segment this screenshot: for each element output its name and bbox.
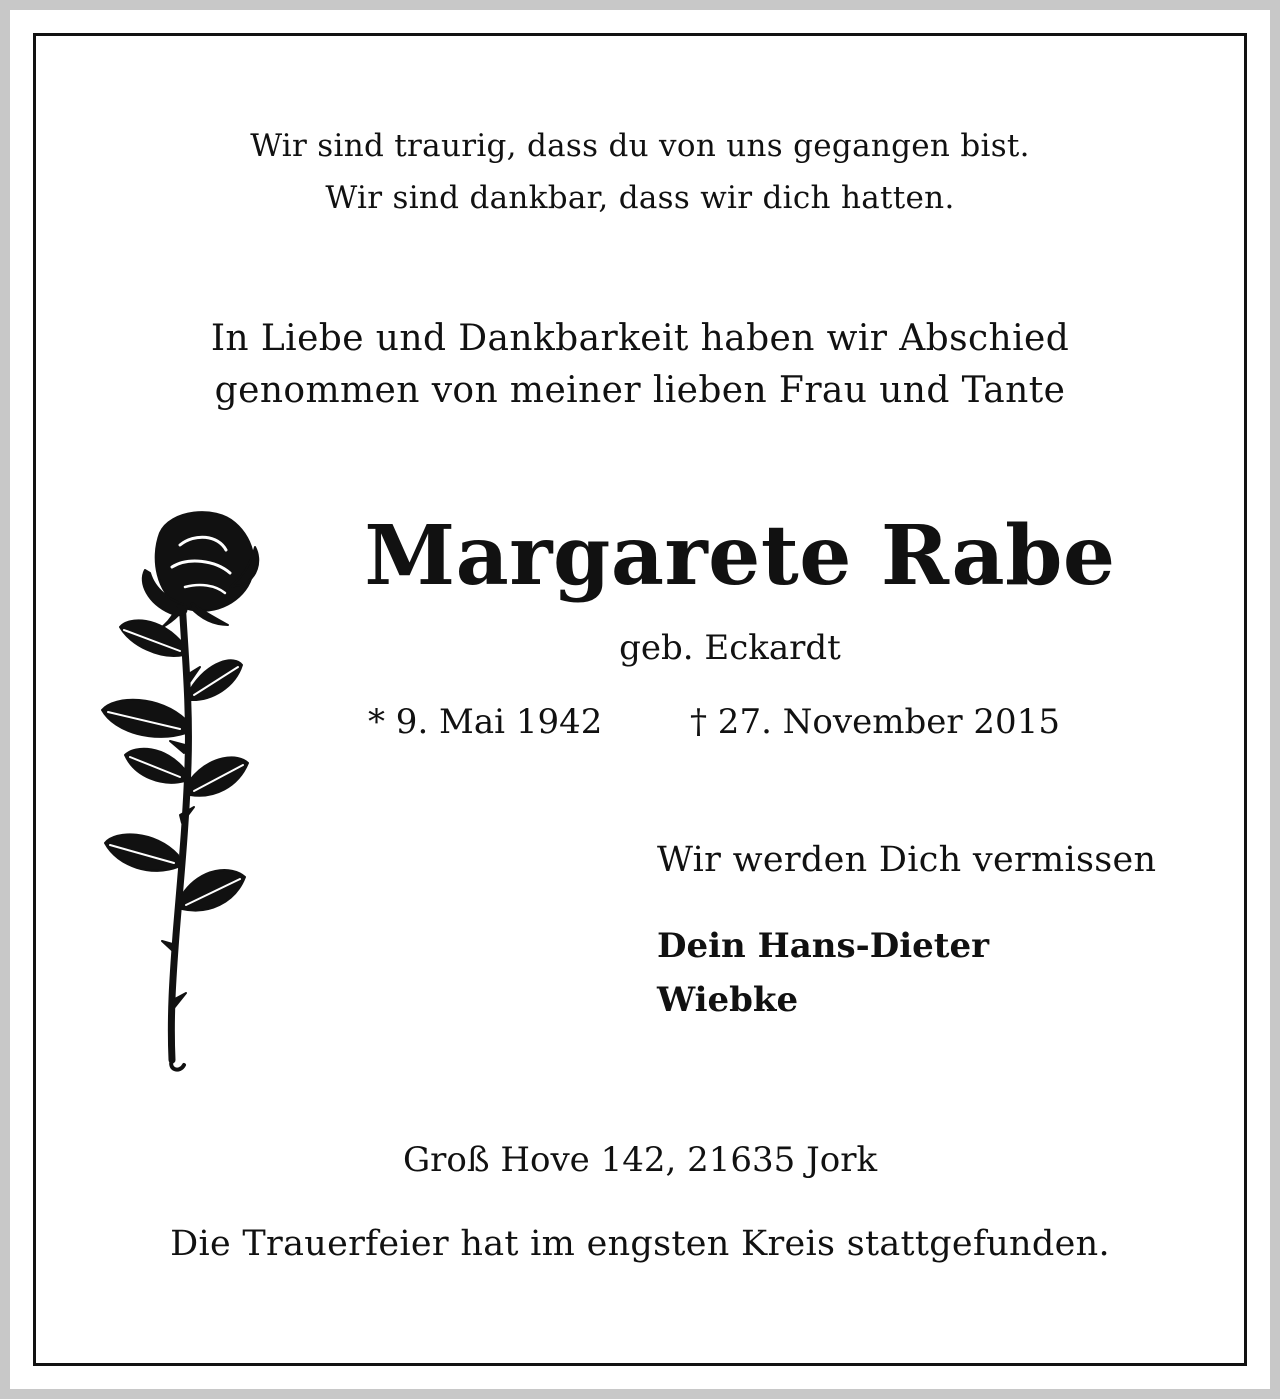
- intro-line-2: genommen von meiner lieben Frau und Tante: [214, 370, 1066, 411]
- rose-icon: [90, 505, 270, 1075]
- maiden-name: geb. Eckardt: [619, 628, 841, 668]
- farewell-text: Wir werden Dich vermissen: [657, 840, 1157, 880]
- address-line: Groß Hove 142, 21635 Jork: [402, 1140, 878, 1180]
- ceremony-note: Die Trauerfeier hat im engsten Kreis stattgefunden.: [170, 1224, 1110, 1264]
- intro-line-1: In Liebe und Dankbarkeit haben wir Abschied: [210, 318, 1070, 359]
- birth-date: * 9. Mai 1942: [368, 702, 603, 742]
- deceased-name: Margarete Rabe: [364, 508, 1116, 604]
- quote-line-2: Wir sind dankbar, dass wir dich hatten.: [325, 180, 955, 216]
- signature-line-1: Dein Hans-Dieter: [657, 926, 989, 966]
- quote-line-1: Wir sind traurig, dass du von uns gegangen bist.: [250, 128, 1030, 164]
- signature-line-2: Wiebke: [657, 980, 799, 1020]
- death-date: † 27. November 2015: [690, 702, 1060, 742]
